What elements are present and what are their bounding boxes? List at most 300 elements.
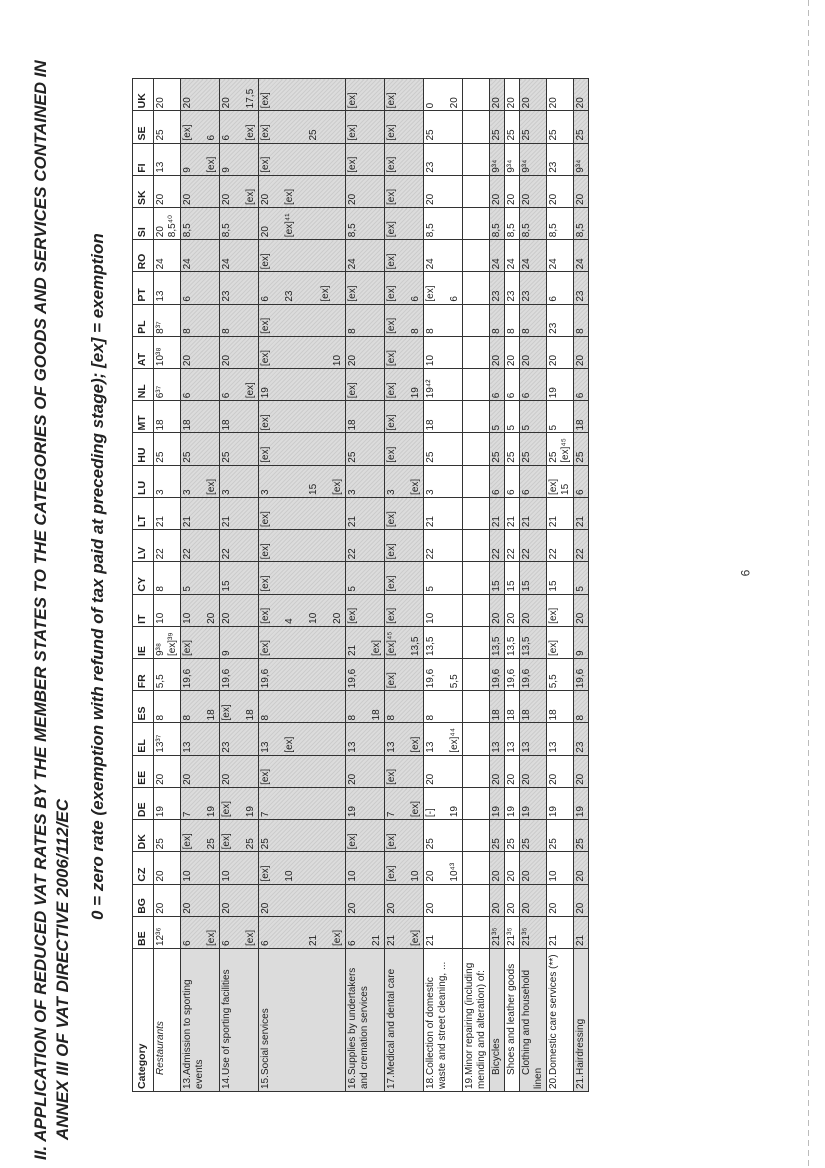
rate-cell-ie — [490, 626, 505, 658]
rate-cell-pl — [490, 304, 505, 336]
rate-cell-de — [346, 787, 385, 819]
rate-value — [308, 274, 320, 301]
rate-cell-lv — [547, 530, 574, 562]
rate-cell-it — [505, 594, 520, 626]
rate-cell-el — [547, 723, 574, 755]
rate-value: 18 — [182, 419, 193, 431]
rate-value: 6 — [506, 489, 517, 495]
rate-cell-si — [520, 207, 547, 239]
rate-value: 20 — [491, 902, 502, 914]
rate-value — [284, 113, 296, 140]
rate-cell-hu — [385, 433, 424, 465]
category-cell — [505, 949, 520, 1092]
rate-cell-lt — [259, 497, 346, 529]
category-label: Shoes and leather goods — [506, 963, 517, 1075]
table-body — [154, 79, 589, 1092]
rate-value: 21 — [308, 934, 319, 946]
rate-value: [ex] — [386, 768, 397, 785]
rate-value: [ex] — [182, 639, 193, 657]
rate-cell-pl — [181, 304, 220, 336]
rate-value: 19,6 — [347, 668, 358, 689]
rate-value: [ex] — [347, 124, 358, 141]
rate-value: [ex] — [206, 929, 217, 946]
rate-cell-se — [154, 111, 181, 143]
rate-value — [398, 468, 410, 495]
rate-value: 20 — [548, 354, 559, 367]
rate-value: 20 — [155, 902, 166, 914]
rate-value: 20 — [425, 773, 436, 785]
rate-cell-lv — [574, 530, 589, 562]
rate-cell-se — [463, 111, 490, 143]
rate-value: 20 — [506, 354, 517, 367]
rate-value — [296, 597, 308, 624]
rate-value: [ex] — [245, 929, 256, 946]
rate-cell-fr — [463, 659, 490, 691]
rate-cell-de — [574, 787, 589, 819]
rate-value: 13 — [260, 741, 271, 753]
rate-cell-el — [574, 723, 589, 755]
rate-value: 23 — [425, 161, 436, 173]
rate-cell-nl — [505, 369, 520, 401]
rate-cell-si — [490, 207, 505, 239]
category-number: 21. — [575, 1075, 586, 1089]
rate-value: 20 — [521, 612, 532, 624]
rate-cell-de — [181, 787, 220, 819]
rate-value: 8 — [260, 714, 271, 721]
rate-value: 8 — [347, 328, 358, 334]
rate-cell-es — [154, 691, 181, 723]
rate-value — [437, 274, 449, 301]
rate-cell-at — [574, 336, 589, 368]
rate-cell-ro — [520, 240, 547, 272]
rate-cell-mt — [505, 401, 520, 433]
rate-value: 15 — [521, 580, 532, 592]
rate-cell-ie — [505, 626, 520, 658]
rate-value: 23 — [575, 741, 586, 753]
rate-value: 13 — [521, 741, 532, 753]
rate-value: 21 — [425, 516, 436, 528]
rate-value: 20 — [155, 226, 166, 238]
rate-value: 19 — [521, 806, 532, 818]
rate-cell-ee — [181, 755, 220, 787]
rate-value: [ex] — [347, 833, 358, 850]
rate-cell-el — [346, 723, 385, 755]
rate-cell-lu — [505, 465, 520, 497]
rate-value: [ex] — [386, 221, 397, 238]
rate-value: 13 — [548, 741, 559, 753]
rate-cell-se — [505, 111, 520, 143]
rate-cell-fr — [259, 659, 346, 691]
rate-cell-sk — [181, 175, 220, 207]
rate-cell-pt — [181, 272, 220, 304]
category-number: 14. — [221, 1075, 232, 1089]
rate-value — [296, 274, 308, 301]
rate-cell-it — [520, 594, 547, 626]
rate-value — [233, 790, 245, 817]
category-number: 13. — [182, 1075, 193, 1089]
rate-value: 25 — [260, 838, 271, 850]
rate-value: [ex] — [386, 92, 397, 109]
rate-cell-sk — [346, 175, 385, 207]
column-header-es: ES — [133, 691, 154, 723]
table-row — [520, 79, 547, 1092]
rate-value — [272, 339, 284, 366]
rate-value: 19 — [449, 806, 460, 818]
rate-value — [359, 919, 371, 946]
rate-value: [ex] — [206, 156, 217, 173]
rate-value: 19,6 — [491, 668, 502, 689]
rate-cell-ro — [154, 240, 181, 272]
rate-value — [464, 307, 476, 334]
rate-value — [464, 371, 476, 398]
rate-cell-hu — [490, 433, 505, 465]
rate-cell-be — [574, 916, 589, 948]
table-row — [505, 79, 520, 1092]
rate-value: 25 — [425, 838, 436, 850]
rate-cell-el — [520, 723, 547, 755]
column-header-mt: MT — [133, 401, 154, 433]
rate-cell-mt — [520, 401, 547, 433]
rate-value: 6 — [182, 940, 193, 946]
rate-value: 8 — [575, 328, 586, 334]
rate-value: 25 — [308, 129, 319, 141]
rate-cell-es — [490, 691, 505, 723]
rate-value — [194, 919, 206, 946]
rate-cell-cy — [547, 562, 574, 594]
rate-value: [ex] — [260, 575, 271, 592]
rate-value: 6 — [221, 392, 232, 399]
rate-cell-pt — [259, 272, 346, 304]
rate-cell-fi — [547, 143, 574, 175]
rate-value: 9 — [182, 167, 193, 173]
rate-value: 13³⁷ — [155, 734, 166, 753]
vat-rates-table-container — [132, 78, 808, 1092]
rate-value: 8 — [221, 328, 232, 334]
rate-cell-lu — [259, 465, 346, 497]
category-number: 15. — [260, 1075, 271, 1089]
rate-value: 20 — [347, 773, 358, 785]
rate-cell-fi — [424, 143, 463, 175]
rate-value: 18 — [548, 709, 559, 721]
rate-value: [ex] — [245, 382, 256, 399]
rate-value: 25 — [548, 451, 559, 463]
rate-value: 19 — [410, 387, 421, 399]
rate-value: [ex] — [182, 833, 193, 850]
rate-cell-si — [424, 207, 463, 239]
rate-value — [233, 178, 245, 205]
rate-cell-ro — [259, 240, 346, 272]
rate-value: [ex] — [245, 188, 256, 205]
rate-value: 21³⁵ — [506, 927, 517, 946]
rate-cell-hu — [520, 433, 547, 465]
rate-value: 6 — [491, 489, 502, 495]
category-cell — [346, 949, 385, 1092]
rate-value: 8 — [425, 714, 436, 721]
rate-cell-hu — [574, 433, 589, 465]
rate-value: 20 — [347, 354, 358, 367]
rate-cell-pl — [259, 304, 346, 336]
rate-value: 5 — [425, 586, 436, 592]
rate-cell-se — [547, 111, 574, 143]
rate-cell-hu — [463, 433, 490, 465]
rate-cell-pt — [346, 272, 385, 304]
rate-cell-lt — [463, 497, 490, 529]
rate-cell-si — [463, 207, 490, 239]
rate-value: 5 — [506, 424, 517, 431]
rate-value: [ex] — [386, 188, 397, 205]
rate-cell-it — [463, 594, 490, 626]
rate-cell-es — [505, 691, 520, 723]
rate-cell-nl — [547, 369, 574, 401]
rate-value: 10 — [221, 870, 232, 882]
rate-value: 5 — [182, 586, 193, 592]
rate-cell-se — [181, 111, 220, 143]
rate-value: [ex] — [386, 382, 397, 399]
rate-cell-it — [346, 594, 385, 626]
rate-value: 19,6 — [521, 668, 532, 689]
rate-value: 6 — [548, 296, 559, 302]
rate-value: [ex] — [410, 801, 421, 818]
rate-value: 20 — [521, 870, 532, 882]
rate-cell-fi — [463, 143, 490, 175]
rate-value: 6 — [221, 940, 232, 946]
rate-value: [ex] — [347, 607, 358, 624]
rate-cell-pt — [220, 272, 259, 304]
rate-value: 6³⁷ — [155, 385, 166, 399]
rate-value: 6 — [491, 392, 502, 399]
rate-cell-it — [181, 594, 220, 626]
rate-value: 12³⁶ — [155, 927, 166, 946]
rate-value — [233, 693, 245, 720]
table-row — [181, 79, 220, 1092]
rate-cell-es — [385, 691, 424, 723]
rate-cell-ee — [259, 755, 346, 787]
rate-value — [437, 725, 449, 752]
column-header-fi: FI — [133, 143, 154, 175]
rate-value — [284, 919, 296, 946]
rate-value: 8,5 — [548, 223, 559, 238]
rate-cell-si — [181, 207, 220, 239]
rate-cell-ee — [547, 755, 574, 787]
category-cell — [463, 949, 490, 1092]
column-header-lv: LV — [133, 530, 154, 562]
rate-value: 20 — [491, 773, 502, 785]
rate-cell-mt — [385, 401, 424, 433]
rate-cell-fr — [505, 659, 520, 691]
rate-cell-lt — [154, 497, 181, 529]
rate-value: 18 — [506, 709, 517, 721]
rate-value: 18 — [206, 709, 217, 721]
rate-value: 5,5 — [155, 674, 166, 689]
rate-cell-dk — [520, 820, 547, 852]
table-row — [346, 79, 385, 1092]
rate-value: 20 — [425, 193, 436, 205]
rate-cell-lu — [220, 465, 259, 497]
rate-cell-fr — [220, 659, 259, 691]
rate-cell-pl — [220, 304, 259, 336]
rate-cell-fi — [259, 143, 346, 175]
rate-cell-nl — [181, 369, 220, 401]
rate-value: 23 — [521, 290, 532, 302]
rate-cell-nl — [424, 369, 463, 401]
rate-cell-el — [154, 723, 181, 755]
rate-value — [464, 242, 476, 269]
table-row — [424, 79, 463, 1092]
rate-value: 0 — [425, 102, 436, 109]
rate-cell-ee — [490, 755, 505, 787]
column-header-ee: EE — [133, 755, 154, 787]
rate-value — [398, 371, 410, 398]
rate-value: [ex] — [260, 253, 271, 270]
rate-cell-cz — [574, 852, 589, 884]
rate-value: 25 — [206, 838, 217, 850]
rate-value: [ex] — [386, 285, 397, 302]
rate-cell-ee — [346, 755, 385, 787]
rate-cell-si — [154, 207, 181, 239]
rate-cell-se — [574, 111, 589, 143]
rate-value: 20 — [521, 773, 532, 785]
rate-cell-bg — [259, 884, 346, 916]
rate-cell-uk — [463, 79, 490, 111]
rate-value: 20 — [521, 97, 532, 109]
rate-value: 20 — [575, 773, 586, 785]
column-header-sk: SK — [133, 175, 154, 207]
rate-cell-si — [346, 207, 385, 239]
rate-value: 19 — [575, 806, 586, 818]
rate-value: [ex] — [347, 156, 358, 173]
rate-cell-at — [505, 336, 520, 368]
rate-value: 21³⁵ — [521, 927, 532, 946]
rate-cell-sk — [574, 175, 589, 207]
rate-value: 20 — [521, 193, 532, 205]
rate-value: 20 — [332, 612, 343, 624]
rate-cell-fi — [520, 143, 547, 175]
rate-cell-fi — [505, 143, 520, 175]
rate-value: 15 — [548, 580, 559, 592]
rate-value: [ex] — [260, 446, 271, 463]
rate-cell-sk — [220, 175, 259, 207]
rate-cell-ro — [463, 240, 490, 272]
rate-cell-pl — [520, 304, 547, 336]
column-header-uk: UK — [133, 79, 154, 111]
rate-value: 8,5 — [182, 223, 193, 238]
rate-value: 23 — [506, 290, 517, 302]
category-number: 20. — [548, 1075, 559, 1089]
column-header-pt: PT — [133, 272, 154, 304]
rate-value: [ex] — [386, 543, 397, 560]
rate-value: 6 — [506, 392, 517, 399]
rate-cell-sk — [154, 175, 181, 207]
rate-cell-lv — [181, 530, 220, 562]
rate-value: 21 — [575, 516, 586, 528]
rate-cell-cz — [385, 852, 424, 884]
rate-cell-it — [574, 594, 589, 626]
rate-cell-el — [220, 723, 259, 755]
rate-value: 9 — [221, 167, 232, 173]
rate-cell-mt — [490, 401, 505, 433]
rate-cell-be — [259, 916, 346, 948]
rate-value: 13 — [182, 741, 193, 753]
rate-cell-lv — [346, 530, 385, 562]
rate-value — [464, 564, 476, 591]
rate-value: 24 — [182, 258, 193, 270]
rate-value: [ex] — [548, 478, 559, 495]
rate-value: 8,5 — [506, 223, 517, 238]
rate-cell-si — [505, 207, 520, 239]
legend-line: 0 = zero rate (exemption with refund of tax paid at preceding stage); [ex] = exemption — [88, 233, 107, 920]
rate-cell-es — [520, 691, 547, 723]
rate-value: 18 — [425, 419, 436, 431]
rate-value — [194, 597, 206, 624]
column-header-ro: RO — [133, 240, 154, 272]
rate-value — [272, 178, 284, 205]
rate-cell-sk — [424, 175, 463, 207]
rate-value: 18 — [221, 419, 232, 431]
rate-value: 21 — [155, 516, 166, 528]
rate-value: 15 — [221, 580, 232, 592]
rate-value — [464, 500, 476, 527]
rate-value — [464, 339, 476, 366]
rate-cell-be — [154, 916, 181, 948]
rate-value — [194, 468, 206, 495]
rate-cell-ee — [220, 755, 259, 787]
rate-cell-se — [490, 111, 505, 143]
rate-value: 18 — [371, 709, 382, 721]
rate-cell-de — [505, 787, 520, 819]
rate-cell-ie — [463, 626, 490, 658]
rate-cell-ie — [346, 626, 385, 658]
rate-cell-sk — [520, 175, 547, 207]
rate-cell-uk — [385, 79, 424, 111]
rate-cell-fr — [520, 659, 547, 691]
rate-cell-bg — [547, 884, 574, 916]
rate-cell-bg — [490, 884, 505, 916]
rate-cell-sk — [385, 175, 424, 207]
rate-cell-cz — [154, 852, 181, 884]
rate-value: 8 — [182, 714, 193, 721]
vat-rates-table — [132, 78, 589, 1092]
rate-value: 19 — [506, 806, 517, 818]
rate-value — [272, 113, 284, 140]
rate-value — [233, 81, 245, 108]
rate-cell-uk — [490, 79, 505, 111]
rate-value: 8 — [425, 328, 436, 334]
rate-cell-cy — [463, 562, 490, 594]
category-number: 16. — [347, 1075, 358, 1089]
rate-cell-si — [220, 207, 259, 239]
rate-cell-de — [385, 787, 424, 819]
rate-value: 20 — [521, 354, 532, 367]
rate-value: 19⁴² — [425, 379, 436, 399]
rate-value: 19 — [548, 387, 559, 399]
rate-value: 20 — [182, 902, 193, 914]
rate-value: [ex] — [386, 607, 397, 624]
rate-cell-pl — [154, 304, 181, 336]
rate-cell-dk — [490, 820, 505, 852]
rate-cell-mt — [154, 401, 181, 433]
rate-cell-mt — [181, 401, 220, 433]
column-header-cz: CZ — [133, 852, 154, 884]
rate-value: 3 — [155, 489, 166, 495]
rate-value: 8 — [506, 328, 517, 334]
rate-cell-si — [547, 207, 574, 239]
rate-cell-bg — [520, 884, 547, 916]
rate-value — [464, 919, 476, 946]
rate-value: 20 — [386, 902, 397, 914]
rate-value: 20 — [575, 612, 586, 624]
rate-cell-ee — [154, 755, 181, 787]
category-cell — [259, 949, 346, 1092]
